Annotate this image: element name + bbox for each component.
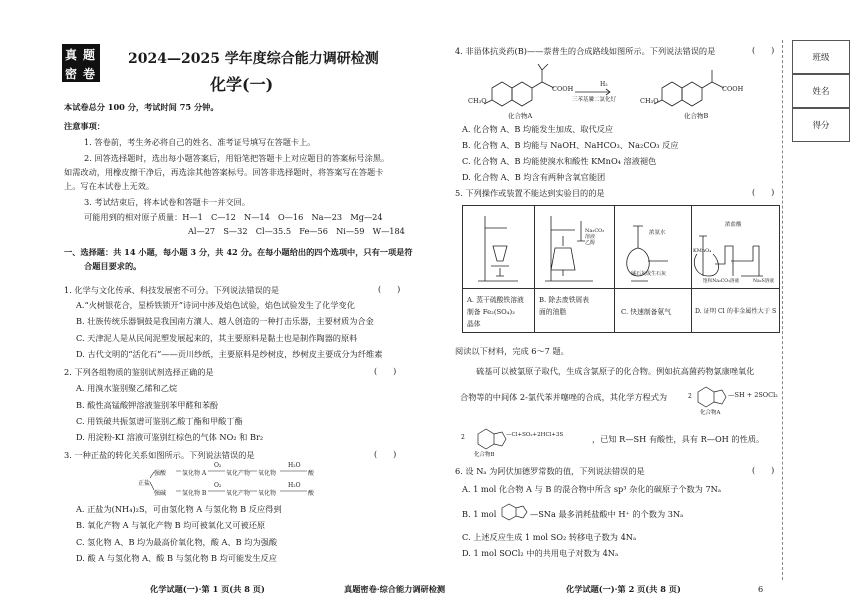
notice-2b: 如需改动，用橡皮擦干净后，再选涂其他答案标号。回答非选择题时，将答案写在答题卡 [64, 167, 384, 177]
eq-coefficient: 2 [688, 393, 692, 400]
q5-option-a-line: A. 蒸干硫酸铁溶液 [467, 296, 524, 304]
reading-heading: 阅读以下材料，完成 6～7 题。 [455, 346, 569, 356]
label-lime: 碱石灰或生石灰 [631, 271, 667, 277]
q2-option-b: B. 酸性高锰酸钾溶液鉴别苯甲醛和苯酚 [76, 400, 219, 410]
section-title-2: 合题目要求的。 [84, 261, 142, 271]
q5-option-a [467, 294, 524, 330]
class-label: 班级 [812, 53, 830, 63]
q5-option-b [539, 294, 589, 318]
q1-option-c: C. 天津泥人是从民间泥塑发展起来的，其主要原料是黏土也是制作陶器的原料 [76, 333, 358, 343]
equation-part-1: —SH + 2SOCl₂ [728, 391, 778, 399]
logo-char: 真 [65, 48, 78, 62]
q5-option-d: D. 证明 Cl 的非金属性大于 S [695, 308, 777, 315]
q4-option-b: B. 化合物 A、B 均能与 NaOH、NaHCO₃、Na₂CO₃ 反应 [462, 140, 679, 150]
label-kmno4: KMnO₄ [693, 248, 712, 254]
label-sat-na2co3: 饱和Na₂CO₃溶液 [703, 279, 740, 284]
q6-option-d: D. 1 mol SOCl₂ 中的共用电子对数为 4Nₐ [462, 548, 619, 558]
q5-option-a-line: 制备 Fe₂(SO₄)₃ [467, 308, 515, 316]
q4-label-b: 化合物B [684, 112, 709, 120]
q4-label-a: 化合物A [508, 112, 533, 120]
notice-title: 注意事项： [64, 121, 105, 131]
notice-2a: 2. 回答选择题时，选出每小题答案后，用铅笔把答题卡上对应题目的答案标号涂黑。 [84, 153, 390, 163]
diag-oxidized-a: 氧化产物 [226, 470, 251, 477]
answer-paren: ( ) [752, 46, 775, 55]
q6-option-a: A. 1 mol 化合物 A 与 B 的混合物中所含 sp³ 杂化的碳原子个数为 7Nₐ [462, 484, 721, 494]
diag-salt: 正盐 [138, 480, 151, 487]
footer-page-number: 6 [758, 584, 764, 594]
q4-och3-b: CH₃O [640, 97, 659, 105]
q5-option-b-line: 面的油脂 [539, 308, 567, 316]
diag-h2o: H₂O [288, 482, 301, 489]
atomic-mass-1: 可能用到的相对原子质量：H—1 C—12 N—14 O—16 Na—23 Mg—24 [84, 212, 383, 222]
diag-oxidized-b: 氧化产物 [226, 490, 251, 497]
q2-option-d: D. 用淀粉-KI 溶液可鉴别红棕色的气体 NO₂ 和 Br₂ [76, 432, 264, 442]
notice-3: 3. 考试结束后，将本试卷和答题卡一并交回。 [84, 197, 250, 207]
q6-option-c: C. 上述反应生成 1 mol SO₂ 转移电子数为 4Nₐ [462, 532, 637, 542]
compound-a-label: 化合物A [700, 410, 721, 416]
q1-option-b: B. 壮族传统乐器铜鼓是我国南方瀼人、越人创造的一种打击乐器，主要材质为合金 [76, 316, 374, 326]
diag-acid-a: 酸 [308, 470, 315, 477]
q3-option-b: B. 氧化产物 A 与氧化产物 B 均可被氧化又可被还原 [76, 520, 266, 530]
q4-condition-h2: H₂ [600, 81, 608, 88]
q3-stem: 3. 一种正盐的转化关系如图所示。下列说法错误的是 [64, 450, 255, 460]
label-solution: 溶液 [585, 234, 596, 240]
q4-option-c: C. 化合物 A、B 均能使溴水和酸性 KMnO₄ 溶液褪色 [462, 156, 657, 166]
q4-cooh-b: COOH [722, 85, 744, 93]
answer-paren: ( ) [374, 367, 397, 376]
footer-left: 化学试题(一)·第 1 页(共 8 页) [150, 584, 265, 594]
diag-o2: O₂ [214, 482, 222, 489]
diag-oxide-a: 氧化物 [258, 470, 277, 477]
diag-h2o: H₂O [288, 462, 301, 469]
q3-diagram [138, 462, 338, 504]
q6-option-b-prefix: B. 1 mol [462, 509, 497, 519]
q1-option-d: D. 古代文明的“活化石”——贡川纱纸，主要原料是纱树皮，纱树皮主要成分为纤维素 [76, 349, 383, 359]
binding-line [782, 40, 783, 580]
section-title-1: 一、选择题：共 14 小题，每小题 3 分，共 42 分。在每小题给出的四个选项中，只有一项是符 [64, 247, 413, 257]
label-na2co3: Na₂CO₃ [585, 228, 605, 234]
page-title: 2024—2025 学年度综合能力调研检测 [128, 51, 379, 67]
diag-oxide-b: 氧化物 [258, 490, 277, 497]
reading-note: ，已知 R—SH 有酸性，具有 R—OH 的性质。 [592, 434, 765, 444]
q5-option-a-line: 晶体 [467, 320, 481, 328]
class-field[interactable] [792, 40, 850, 74]
answer-paren: ( ) [752, 466, 775, 475]
atomic-mass-2: Al—27 S—32 Cl—35.5 Fe—56 Ni—59 W—184 [188, 226, 405, 236]
diag-strong-base: 强碱 [154, 490, 167, 497]
eq-coefficient: 2 [461, 434, 465, 441]
q5-option-c: C. 快速制备氨气 [621, 308, 672, 316]
q5-apparatus-table [462, 205, 780, 333]
q5-stem: 5. 下列操作或装置不能达到实验目的的是 [455, 188, 605, 198]
q4-stem: 4. 非甾体抗炎药(B)——萘普生的合成路线如图所示。下列说法错误的是 [455, 46, 716, 56]
q3-option-d: D. 酸 A 与氢化物 A、酸 B 与氢化物 B 均可能发生反应 [76, 553, 277, 563]
label-ethanol: 乙醇 [585, 240, 596, 246]
score-field[interactable] [792, 108, 850, 142]
reading-para-2: 合物等的中间体 2-氯代苯并噻唑的合成，其化学方程式为 [460, 392, 668, 402]
q3-option-c: C. 氢化物 A、B 均为最高价氧化物，酸 A、B 均为强酸 [76, 537, 278, 547]
score-line: 本试卷总分 100 分，考试时间 75 分钟。 [64, 102, 219, 112]
reading-para-1: 硫基可以被氯原子取代，生成含氯原子的化合物。例如抗高菌药物氯康唑氧化 [476, 366, 755, 376]
q4-condition-catalyst: 三苯基膦二氯化钌 [572, 97, 617, 103]
score-label: 得分 [812, 121, 830, 131]
diag-hydride-b: 氢化物 B [182, 490, 207, 497]
footer-right: 化学试题(一)·第 2 页(共 8 页) [566, 584, 681, 594]
logo-char: 卷 [83, 67, 96, 81]
equation-part-2: —Cl+SO₂+2HCl+3S [506, 432, 564, 438]
q2-stem: 2. 下列各组物质的鉴别试剂选择正确的是 [64, 367, 214, 377]
q4-och3-a: CH₃O [468, 97, 487, 105]
q4-option-d: D. 化合物 A、B 均含有两种含氧官能团 [462, 172, 606, 182]
q2-option-c: C. 用铁破共振氢谱可鉴别乙酸丁酯和甲酸丁酯 [76, 416, 243, 426]
q2-option-a: A. 用溴水鉴别聚乙烯和乙烷 [76, 383, 178, 393]
q5-apparatus-drawings [463, 206, 779, 288]
compound-b-label: 化合物B [474, 452, 495, 458]
logo [62, 44, 100, 82]
name-field[interactable] [792, 74, 850, 108]
notice-1: 1. 答卷前，考生务必将自己的姓名、准考证号填写在答题卡上。 [84, 137, 316, 147]
q4-cooh-a: COOH [552, 85, 574, 93]
diag-acid-b: 酸 [308, 490, 315, 497]
notice-2c: 上。写在本试卷上无效。 [64, 181, 155, 191]
q3-option-a: A. 正盐为(NH₄)₂S，可由氢化物 A 与氢化物 B 反应得到 [76, 504, 282, 514]
diag-arrows [138, 466, 338, 504]
diag-hydride-a: 氢化物 A [182, 470, 207, 477]
label-ammonia: 浓氨水 [649, 230, 666, 236]
q1-stem: 1. 化学与文化传承、科技发展密不可分。下列说法错误的是 [64, 285, 280, 295]
diag-o2: O₂ [214, 462, 222, 469]
footer-center: 真题密卷·综合能力调研检测 [344, 584, 446, 594]
answer-paren: ( ) [752, 188, 775, 197]
q4-option-a: A. 化合物 A、B 均能发生加成、取代反应 [462, 124, 614, 134]
answer-paren: ( ) [374, 450, 397, 459]
logo-char: 题 [83, 48, 96, 62]
q1-option-a: A.“火树银花合，星桥铁锁开”诗词中涉及焰色试验，焰色试验发生了化学变化 [76, 300, 355, 310]
q5-row-divider [463, 288, 779, 289]
name-label: 姓名 [812, 87, 830, 97]
diag-strong-acid: 强酸 [154, 470, 167, 477]
label-hcl: 浓盐酸 [725, 222, 742, 228]
q6-option-b: —SNa 最多消耗盐酸中 H⁺ 的个数为 3Nₐ [530, 509, 684, 519]
answer-paren: ( ) [378, 285, 401, 294]
q6-stem: 6. 设 Nₐ 为阿伏加德罗常数的值，下列说法错误的是 [455, 466, 645, 476]
label-na2s: Na₂S溶液 [753, 279, 774, 284]
logo-char: 密 [65, 67, 78, 81]
q5-option-b-line: B. 除去废铁屑表 [539, 296, 590, 304]
subject-title: 化学(一) [210, 75, 274, 94]
